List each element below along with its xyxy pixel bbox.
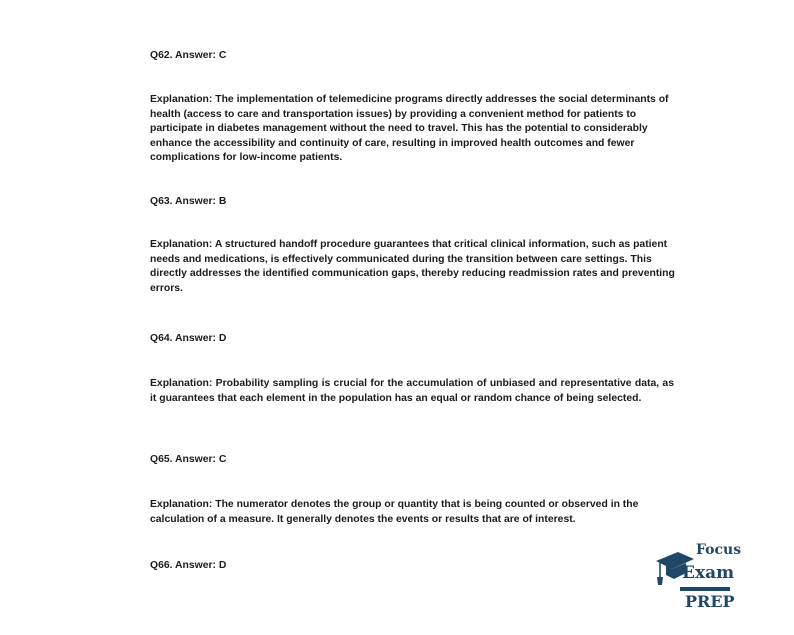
q62-answer: Q62. Answer: C (150, 50, 227, 61)
q64-answer: Q64. Answer: D (150, 333, 227, 344)
q65-answer: Q65. Answer: C (150, 454, 227, 465)
q64-explanation: Explanation: Probability sampling is crucial for the accumulation of unbiased and representative data, as it guarantees that each element in the population has an equal or random chance of being selected. (150, 378, 674, 404)
q65-explanation: Explanation: The numerator denotes the group or quantity that is being counted or observed in the calculation of a measure. It generally denotes the events or results that are of interest. (150, 499, 639, 525)
logo-prep-text: PREP (685, 592, 735, 611)
logo-exam-text: Exam (682, 563, 735, 583)
q62-explanation: Explanation: The implementation of telemedicine programs directly addresses the social determinants of health (access to care and transportation issues) by providing a convenient method for patients to participate in diabetes management without the need to travel. This has the potential to considerably enhance the accessibility and continuity of care, resulting in improved health outcomes and fewer complications for low-income patients. (150, 94, 669, 164)
focus-exam-prep-logo (652, 535, 742, 615)
logo-focus-text: Focus (696, 542, 742, 558)
q66-answer: Q66. Answer: D (150, 560, 227, 571)
q63-explanation: Explanation: A structured handoff procedure guarantees that critical clinical information, such as patient needs and medications, is effectively communicated during the transition between care settings. This directly addresses the identified communication gaps, thereby reducing readmission rates and preventing errors. (150, 239, 675, 294)
q63-answer: Q63. Answer: B (150, 196, 227, 207)
